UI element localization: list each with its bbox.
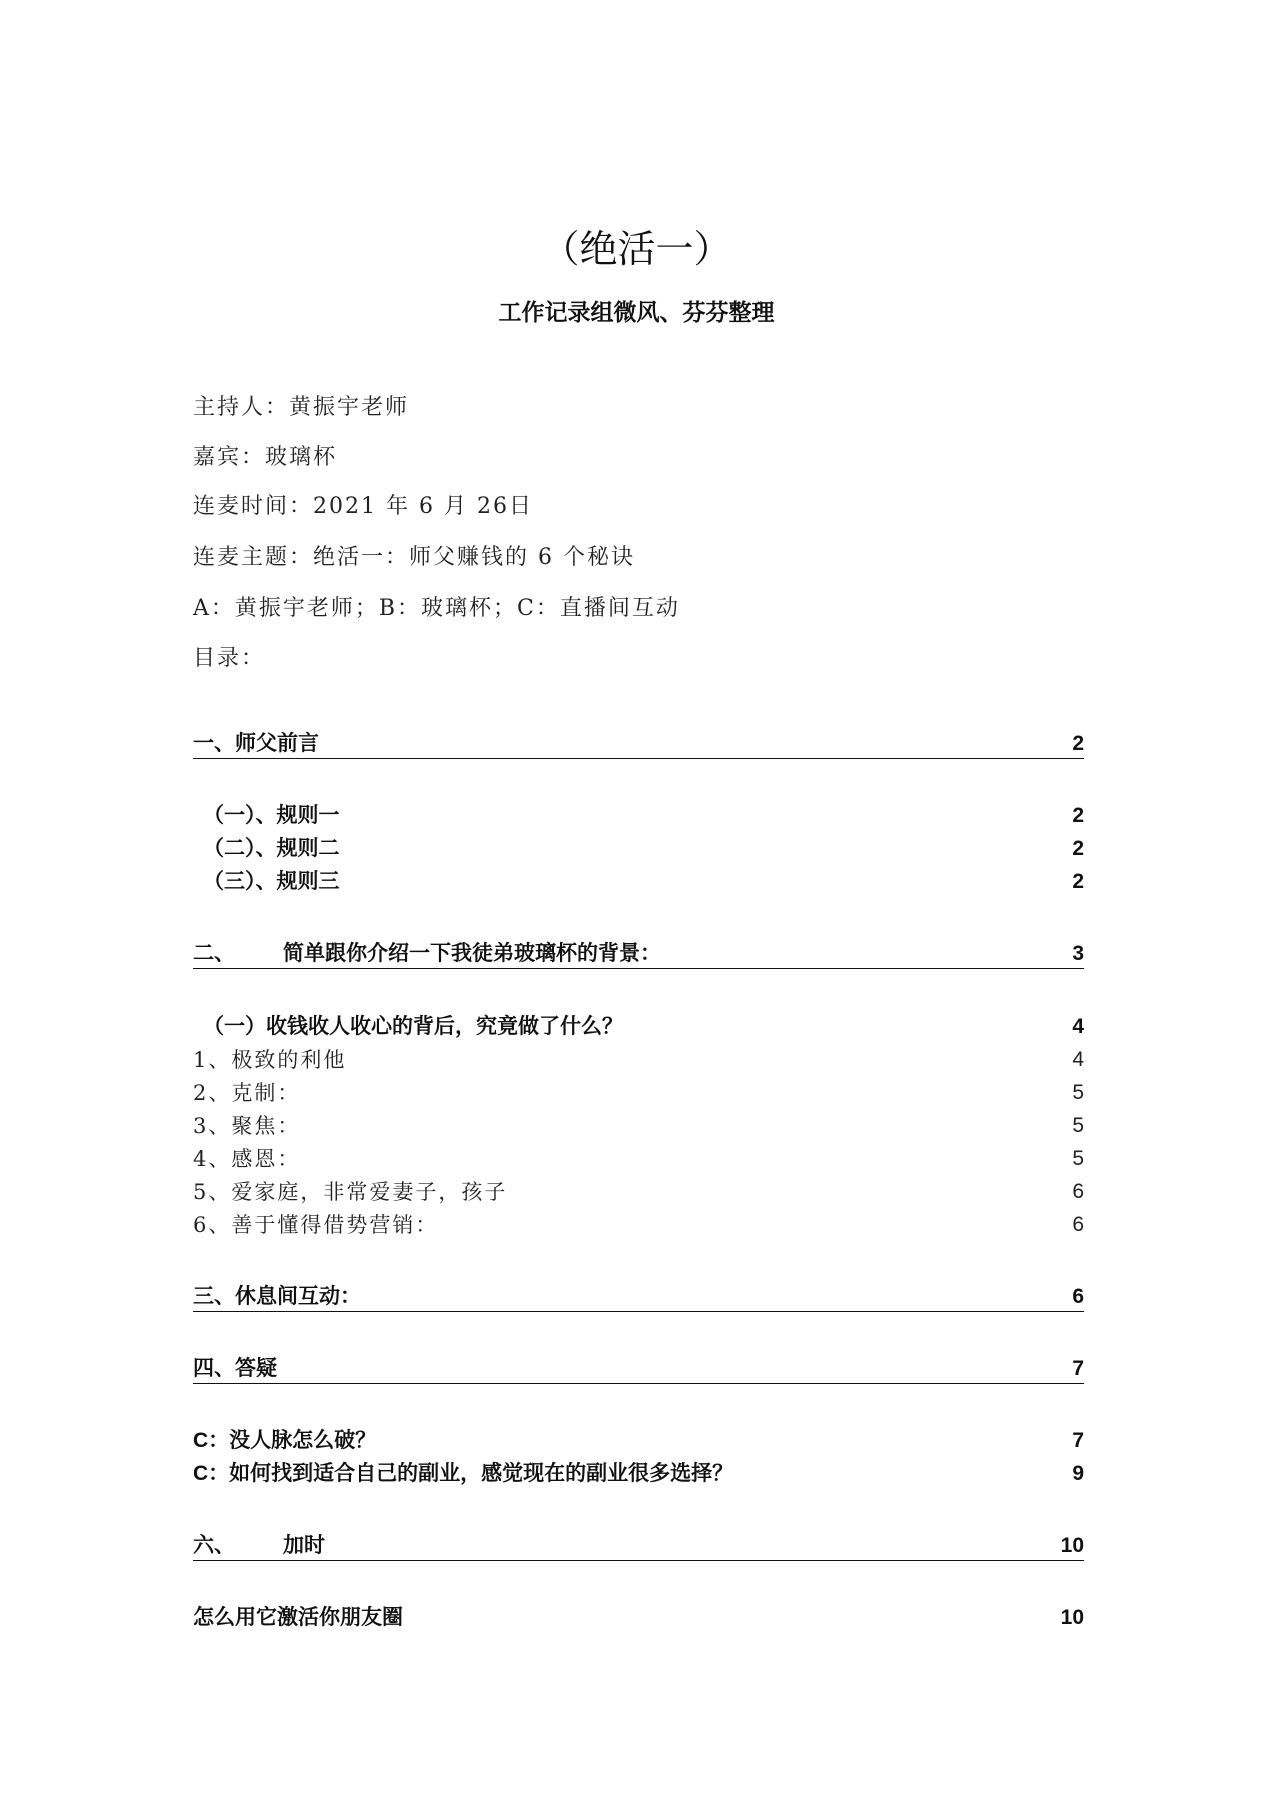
toc-prefix: 1、	[193, 1048, 232, 1072]
toc-page-number: 2	[1072, 837, 1084, 860]
toc-prefix: （三）、	[203, 870, 277, 893]
toc-page-number: 9	[1072, 1462, 1084, 1485]
toc-page-number: 7	[1072, 1429, 1084, 1452]
toc-prefix: 一、	[193, 732, 235, 755]
toc-label: 目录：	[193, 646, 266, 671]
toc-title: 克制：	[231, 1081, 301, 1105]
toc-entry[interactable]	[193, 833, 1084, 863]
toc-page-number: 2	[1072, 804, 1084, 827]
toc-title: 规则三	[276, 870, 340, 893]
toc-page-number: 6	[1072, 1213, 1084, 1236]
document-subtitle: 工作记录组微风、芬芬整理	[498, 299, 775, 326]
toc-title: 聚焦：	[231, 1114, 301, 1138]
roles-line: A：黄振宇老师；B：玻璃杯；C：直播间互动	[193, 596, 680, 621]
toc-entry[interactable]	[193, 1458, 1084, 1488]
toc-entry[interactable]	[193, 1530, 1084, 1561]
toc-prefix: 5、	[193, 1180, 232, 1204]
toc-entry[interactable]	[193, 1077, 1084, 1107]
guest-line: 嘉宾：玻璃杯	[193, 445, 338, 470]
toc-title: 师父前言	[235, 732, 319, 755]
toc-title: 极致的利他	[231, 1048, 347, 1072]
toc-prefix: 四、	[193, 1357, 235, 1380]
toc-title: 休息间互动：	[235, 1285, 361, 1308]
toc-title: 如何找到适合自己的副业，感觉现在的副业很多选择？	[229, 1462, 734, 1485]
toc-title: 加时	[283, 1534, 325, 1557]
toc-title: 善于懂得借势营销：	[231, 1213, 439, 1237]
toc-prefix: C：	[193, 1462, 230, 1485]
toc-entry[interactable]	[193, 1281, 1084, 1312]
toc-page-number: 3	[1072, 942, 1084, 965]
toc-page-number: 2	[1072, 870, 1084, 893]
toc-prefix: C：	[193, 1429, 230, 1452]
toc-entry[interactable]	[193, 800, 1084, 830]
toc-prefix: 3、	[193, 1114, 232, 1138]
document-title: （绝活一）	[541, 227, 732, 271]
toc-prefix: （一）	[203, 1015, 266, 1038]
toc-title: 收钱收人收心的背后，究竟做了什么？	[266, 1015, 623, 1038]
toc-prefix: 2、	[193, 1081, 232, 1105]
toc-entry[interactable]	[193, 1110, 1084, 1140]
host-line: 主持人：黄振宇老师	[193, 395, 410, 420]
toc-prefix: （二）、	[203, 837, 277, 860]
toc-prefix: 三、	[193, 1285, 235, 1308]
toc-entry[interactable]	[193, 1209, 1084, 1239]
toc-page-number: 6	[1072, 1180, 1084, 1203]
toc-prefix: 4、	[193, 1147, 232, 1171]
toc-entry[interactable]	[193, 1425, 1084, 1455]
topic-line: 连麦主题：绝活一：师父赚钱的 6 个秘诀	[193, 545, 635, 570]
toc-title: 规则二	[276, 837, 340, 860]
toc-page-number: 5	[1072, 1114, 1084, 1137]
toc-prefix: 6、	[193, 1213, 232, 1237]
toc-entry[interactable]	[193, 938, 1084, 969]
toc-prefix: 六、	[193, 1534, 235, 1557]
toc-page-number: 5	[1072, 1147, 1084, 1170]
toc-entry[interactable]	[193, 1176, 1084, 1206]
toc-entry[interactable]	[193, 1011, 1084, 1041]
toc-page-number: 6	[1072, 1285, 1084, 1308]
toc-prefix: 二、	[193, 942, 235, 965]
time-line: 连麦时间：2021 年 6 月 26日	[193, 494, 533, 519]
toc-entry[interactable]	[193, 1602, 1084, 1632]
toc-page-number: 2	[1072, 732, 1084, 755]
toc-page-number: 4	[1072, 1015, 1084, 1038]
toc-title: 爱家庭，非常爱妻子，孩子	[231, 1180, 508, 1204]
toc-prefix: （一）、	[203, 804, 277, 827]
toc-title: 简单跟你介绍一下我徒弟玻璃杯的背景：	[283, 942, 661, 965]
toc-page-number: 10	[1060, 1606, 1084, 1629]
toc-title: 规则一	[276, 804, 340, 827]
toc-entry[interactable]	[193, 728, 1084, 759]
toc-entry[interactable]	[193, 866, 1084, 896]
toc-entry[interactable]	[193, 1143, 1084, 1173]
toc-page-number: 4	[1072, 1048, 1084, 1071]
toc-title: 感恩：	[231, 1147, 301, 1171]
toc-page-number: 7	[1072, 1357, 1084, 1380]
toc-title: 怎么用它激活你朋友圈	[193, 1606, 403, 1629]
toc-entry[interactable]	[193, 1044, 1084, 1074]
toc-entry[interactable]	[193, 1353, 1084, 1384]
toc-page-number: 5	[1072, 1081, 1084, 1104]
toc-page-number: 10	[1060, 1534, 1084, 1557]
toc-title: 没人脉怎么破？	[229, 1429, 377, 1452]
toc-title: 答疑	[235, 1357, 277, 1380]
